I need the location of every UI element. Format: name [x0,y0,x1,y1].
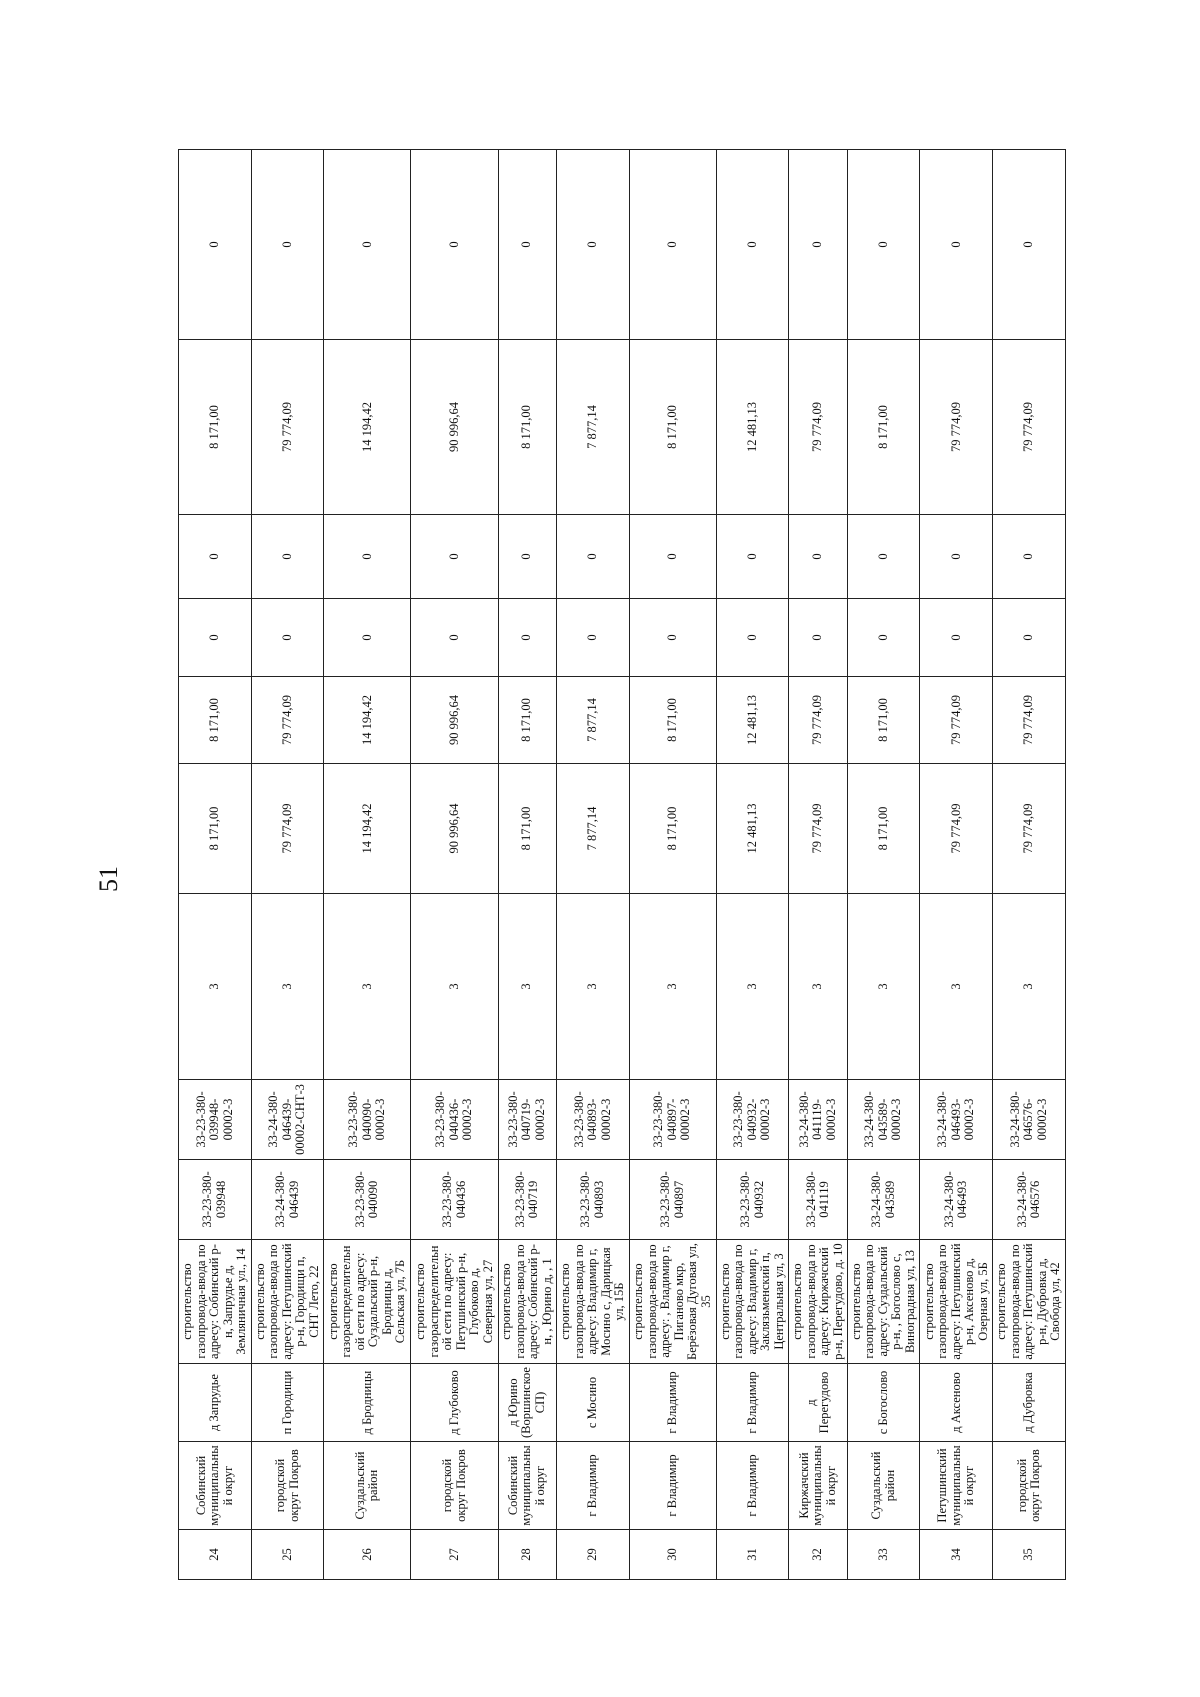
amount-cell: 79 774,09 [251,677,324,764]
zero-value-cell: 0 [556,599,629,677]
row-number-cell: 32 [789,1530,847,1580]
contract-number-cell: 33-23-380-039948-00002-3 [179,1080,252,1160]
cadastre-number-cell: 33-24-380-046576 [993,1160,1066,1240]
locality-cell: д Бродницы [324,1364,411,1442]
zero-value-cell: 0 [920,515,993,599]
zero-value-cell: 0 [411,599,498,677]
category-cell: 3 [324,894,411,1080]
zero-value-cell: 0 [251,599,324,677]
limit-value-cell: 8 171,00 [498,340,556,515]
limit-value-cell: 79 774,09 [789,340,847,515]
total-cost-cell: 8 171,00 [629,764,716,894]
zero-value-cell: 0 [556,515,629,599]
total-cost-cell: 7 877,14 [556,764,629,894]
description-cell: строительство газопровода-ввода по адресу: , Владимир г, Пиганово мкр, Берёзовая Дуговая ул, 35 [629,1240,716,1364]
district-cell: Киржачский муниципальный округ [789,1442,847,1530]
contract-number-cell: 33-24-380-046439-00002-СНТ-3 [251,1080,324,1160]
limit-value-cell: 79 774,09 [920,340,993,515]
row-number-cell: 33 [847,1530,920,1580]
row-number-cell: 30 [629,1530,716,1580]
cadastre-number-cell: 33-23-380-040090 [324,1160,411,1240]
zero-value-cell: 0 [789,599,847,677]
total-cost-cell: 8 171,00 [847,764,920,894]
rotated-table-container [178,150,1066,1580]
table-row [847,150,920,1580]
cadastre-number-cell: 33-23-380-040897 [629,1160,716,1240]
total-cost-cell: 79 774,09 [993,764,1066,894]
amount-cell: 79 774,09 [789,677,847,764]
locality-cell: п Городищи [251,1364,324,1442]
amount-cell: 12 481,13 [716,677,789,764]
table-row [716,150,789,1580]
description-cell: строительство газораспределительной сети по адресу: Суздальский р-н, Бродницы д, Сельская ул, 7Б [324,1240,411,1364]
locality-cell: д Аксеново [920,1364,993,1442]
category-cell: 3 [179,894,252,1080]
zero-value-cell: 0 [324,515,411,599]
zero-value-cell: 0 [324,599,411,677]
district-cell: городской округ Покров [993,1442,1066,1530]
limit-value-cell: 8 171,00 [629,340,716,515]
category-cell: 3 [847,894,920,1080]
district-cell: Собинский муниципальный округ [498,1442,556,1530]
cadastre-number-cell: 33-23-380-039948 [179,1160,252,1240]
table-row [629,150,716,1580]
row-number-cell: 34 [920,1530,993,1580]
contract-number-cell: 33-24-380-041119-00002-3 [789,1080,847,1160]
table-row [411,150,498,1580]
table-row [789,150,847,1580]
locality-cell: д Дубровка [993,1364,1066,1442]
contract-number-cell: 33-23-380-040719-00002-3 [498,1080,556,1160]
zero-value-cell: 0 [920,599,993,677]
zero-value-cell: 0 [498,150,556,340]
locality-cell: г Владимир [629,1364,716,1442]
table-row [920,150,993,1580]
table-body [179,150,1066,1580]
district-cell: г Владимир [629,1442,716,1530]
zero-value-cell: 0 [498,515,556,599]
locality-cell: д Юрино (Воршинское СП) [498,1364,556,1442]
limit-value-cell: 14 194,42 [324,340,411,515]
amount-cell: 8 171,00 [179,677,252,764]
amount-cell: 8 171,00 [498,677,556,764]
row-number-cell: 25 [251,1530,324,1580]
zero-value-cell: 0 [411,515,498,599]
limit-value-cell: 90 996,64 [411,340,498,515]
zero-value-cell: 0 [179,599,252,677]
row-number-cell: 29 [556,1530,629,1580]
contract-number-cell: 33-23-380-040893-00002-3 [556,1080,629,1160]
description-cell: строительство газопровода-ввода по адресу: Собинский р-н, Запрудье д, Земляничная ул., 14 [179,1240,252,1364]
zero-value-cell: 0 [716,515,789,599]
contract-number-cell: 33-24-380-043589-00002-3 [847,1080,920,1160]
district-cell: г Владимир [556,1442,629,1530]
table-row [324,150,411,1580]
table-row [179,150,252,1580]
zero-value-cell: 0 [716,150,789,340]
page-number: 51 [94,866,123,892]
zero-value-cell: 0 [629,599,716,677]
zero-value-cell: 0 [847,515,920,599]
category-cell: 3 [993,894,1066,1080]
category-cell: 3 [629,894,716,1080]
zero-value-cell: 0 [179,150,252,340]
zero-value-cell: 0 [993,599,1066,677]
description-cell: строительство газопровода-ввода по адресу: Петушинский р-н, Аксеново д, Озерная ул, 5Б [920,1240,993,1364]
category-cell: 3 [498,894,556,1080]
amount-cell: 7 877,14 [556,677,629,764]
total-cost-cell: 90 996,64 [411,764,498,894]
amount-cell: 79 774,09 [993,677,1066,764]
zero-value-cell: 0 [556,150,629,340]
district-cell: Суздальский район [847,1442,920,1530]
cadastre-number-cell: 33-24-380-041119 [789,1160,847,1240]
description-cell: строительство газопровода-ввода по адресу: Собинский р-н, , Юрино д, , 1 [498,1240,556,1364]
district-cell: г Владимир [716,1442,789,1530]
cadastre-number-cell: 33-24-380-043589 [847,1160,920,1240]
district-cell: Петушинский муниципальный округ [920,1442,993,1530]
limit-value-cell: 7 877,14 [556,340,629,515]
row-number-cell: 31 [716,1530,789,1580]
zero-value-cell: 0 [847,599,920,677]
locality-cell: с Мосино [556,1364,629,1442]
zero-value-cell: 0 [179,515,252,599]
district-cell: городской округ Покров [411,1442,498,1530]
locality-cell: г Владимир [716,1364,789,1442]
locality-cell: с Богослово [847,1364,920,1442]
table-row [498,150,556,1580]
total-cost-cell: 79 774,09 [251,764,324,894]
description-cell: строительство газопровода-ввода по адресу: Владимир г, Заклязьменский п, Центральная ул, 3 [716,1240,789,1364]
amount-cell: 8 171,00 [629,677,716,764]
category-cell: 3 [789,894,847,1080]
zero-value-cell: 0 [716,599,789,677]
table-row [993,150,1066,1580]
contract-number-cell: 33-23-380-040436-00002-3 [411,1080,498,1160]
zero-value-cell: 0 [629,150,716,340]
table-row [556,150,629,1580]
contract-number-cell: 33-23-380-040932-00002-3 [716,1080,789,1160]
contract-number-cell: 33-24-380-046493-00002-3 [920,1080,993,1160]
cadastre-number-cell: 33-23-380-040893 [556,1160,629,1240]
category-cell: 3 [556,894,629,1080]
amount-cell: 90 996,64 [411,677,498,764]
amount-cell: 79 774,09 [920,677,993,764]
cadastre-number-cell: 33-23-380-040719 [498,1160,556,1240]
description-cell: строительство газопровода-ввода по адресу: Киржачский р-н, Перегудово, д. 10 [789,1240,847,1364]
row-number-cell: 35 [993,1530,1066,1580]
zero-value-cell: 0 [847,150,920,340]
locality-cell: д Запрудье [179,1364,252,1442]
row-number-cell: 27 [411,1530,498,1580]
limit-value-cell: 79 774,09 [251,340,324,515]
description-cell: строительство газопровода-ввода по адресу: Петушинский р-н, Городищи п, СНТ Лето, 22 [251,1240,324,1364]
cadastre-number-cell: 33-23-380-040436 [411,1160,498,1240]
zero-value-cell: 0 [324,150,411,340]
district-cell: Собинский муниципальный округ [179,1442,252,1530]
row-number-cell: 26 [324,1530,411,1580]
zero-value-cell: 0 [251,515,324,599]
cadastre-number-cell: 33-23-380-040932 [716,1160,789,1240]
total-cost-cell: 79 774,09 [789,764,847,894]
contract-number-cell: 33-24-380-046576-00002-3 [993,1080,1066,1160]
category-cell: 3 [716,894,789,1080]
limit-value-cell: 8 171,00 [179,340,252,515]
category-cell: 3 [920,894,993,1080]
zero-value-cell: 0 [789,150,847,340]
district-cell: Суздальский район [324,1442,411,1530]
limit-value-cell: 12 481,13 [716,340,789,515]
zero-value-cell: 0 [629,515,716,599]
row-number-cell: 24 [179,1530,252,1580]
total-cost-cell: 12 481,13 [716,764,789,894]
contract-number-cell: 33-23-380-040897-00002-3 [629,1080,716,1160]
category-cell: 3 [411,894,498,1080]
zero-value-cell: 0 [789,515,847,599]
zero-value-cell: 0 [498,599,556,677]
amount-cell: 14 194,42 [324,677,411,764]
locality-cell: д Перегудово [789,1364,847,1442]
total-cost-cell: 8 171,00 [179,764,252,894]
district-cell: городской округ Покров [251,1442,324,1530]
cadastre-number-cell: 33-24-380-046493 [920,1160,993,1240]
limit-value-cell: 8 171,00 [847,340,920,515]
data-table [178,149,1066,1580]
row-number-cell: 28 [498,1530,556,1580]
description-cell: строительство газораспределительной сети по адресу: Петушинский р-н, Глубоково д, Северная ул, 27 [411,1240,498,1364]
description-cell: строительство газопровода-ввода по адресу: Петушинский р-н, Дубровка д, Свобода ул, 42 [993,1240,1066,1364]
description-cell: строительство газопровода-ввода по адресу: Владимир г, Мосино с, Дарицкая ул, 15Б [556,1240,629,1364]
total-cost-cell: 79 774,09 [920,764,993,894]
zero-value-cell: 0 [993,150,1066,340]
zero-value-cell: 0 [251,150,324,340]
amount-cell: 8 171,00 [847,677,920,764]
description-cell: строительство газопровода-ввода по адресу: Суздальский р-н, , Богослово с, Виноградная ул, 13 [847,1240,920,1364]
zero-value-cell: 0 [993,515,1066,599]
table-row [251,150,324,1580]
limit-value-cell: 79 774,09 [993,340,1066,515]
total-cost-cell: 8 171,00 [498,764,556,894]
locality-cell: д Глубоково [411,1364,498,1442]
zero-value-cell: 0 [411,150,498,340]
contract-number-cell: 33-23-380-040090-00002-3 [324,1080,411,1160]
category-cell: 3 [251,894,324,1080]
total-cost-cell: 14 194,42 [324,764,411,894]
zero-value-cell: 0 [920,150,993,340]
cadastre-number-cell: 33-24-380-046439 [251,1160,324,1240]
